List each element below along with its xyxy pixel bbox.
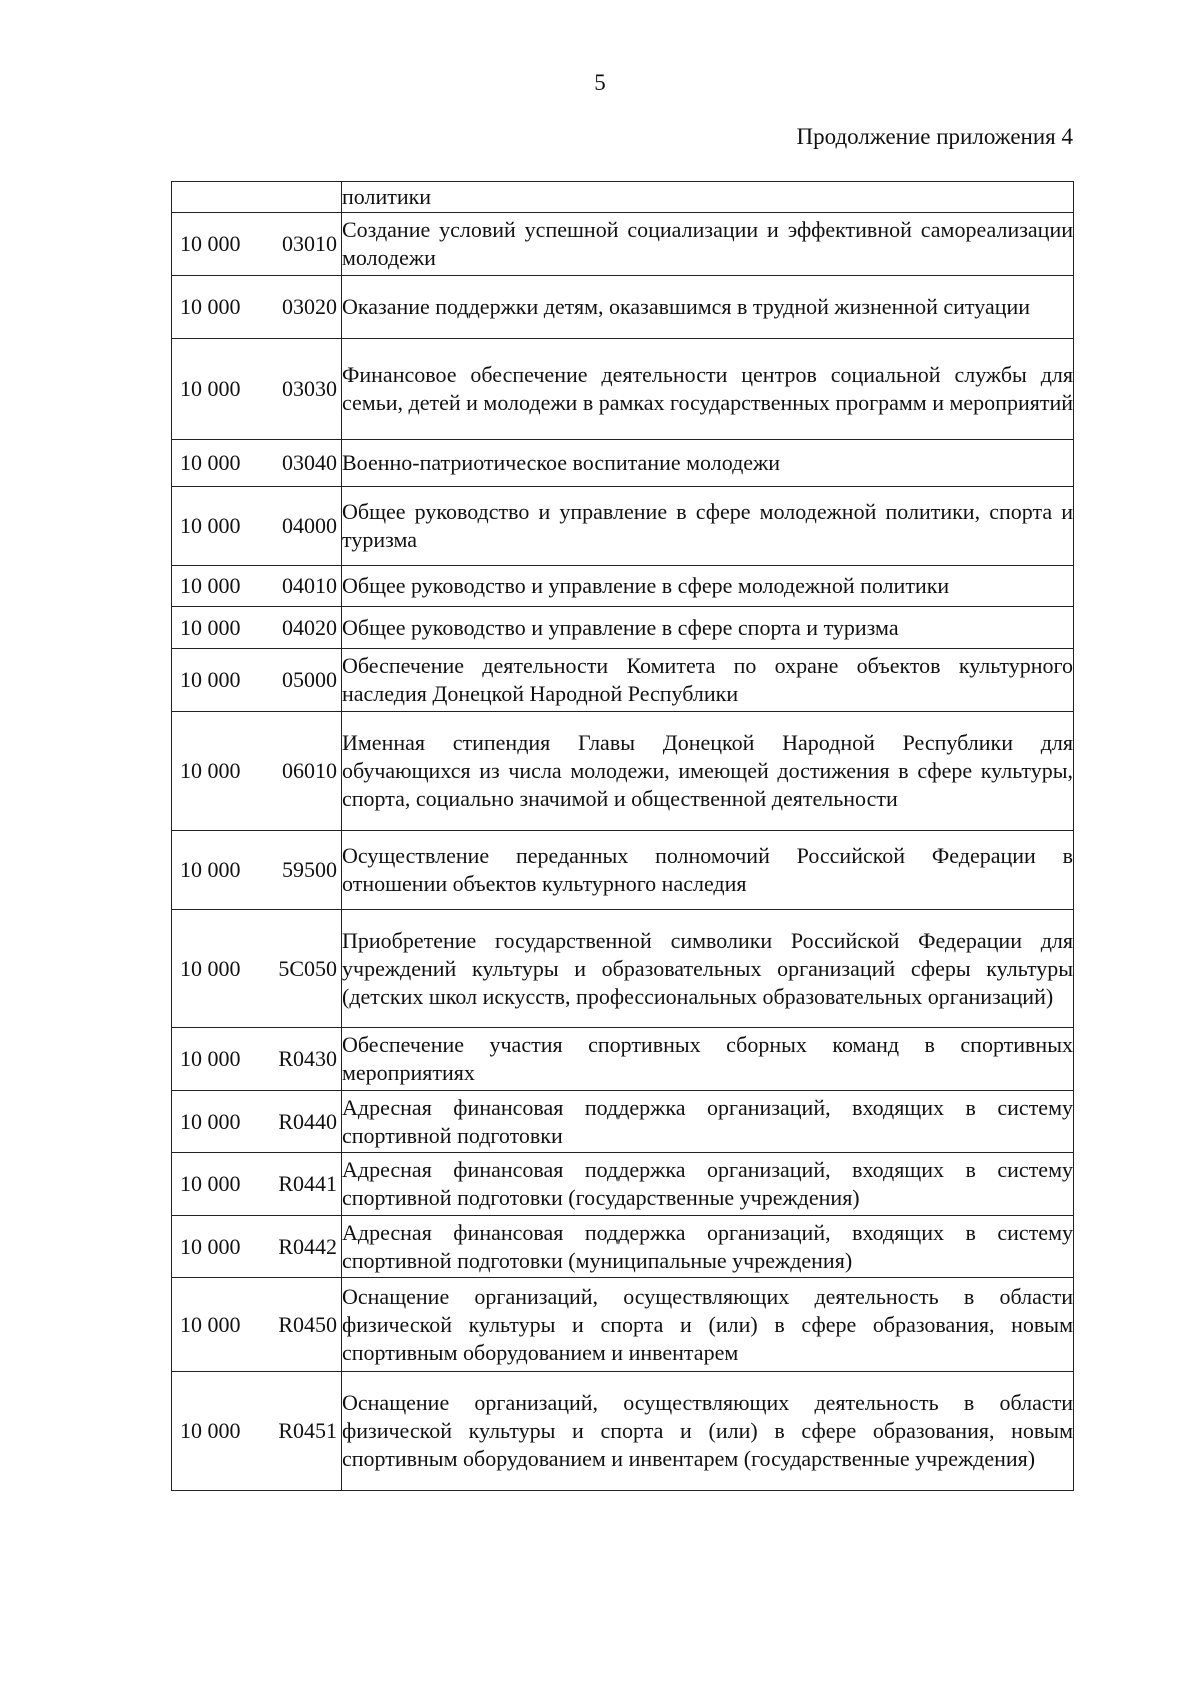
- code-box: [172, 856, 341, 884]
- table-row: [172, 339, 1074, 440]
- code-prefix: 10 000: [180, 1108, 241, 1134]
- code-suffix: 04010: [282, 573, 337, 598]
- code-prefix: 10 000: [180, 1233, 241, 1259]
- code-prefix: 10 000: [180, 1418, 241, 1443]
- table-row: [172, 831, 1074, 910]
- code-cell: [172, 440, 342, 487]
- code-cell: [172, 910, 342, 1028]
- table-row: [172, 1028, 1074, 1091]
- code-box: [172, 230, 341, 258]
- code-cell: [172, 1153, 342, 1216]
- description-cell: Создание условий успешной социализации и эффективной самореализации молодежи: [342, 213, 1074, 276]
- code-suffix: 59500: [282, 857, 337, 882]
- code-cell: [172, 1216, 342, 1278]
- code-cell: [172, 1028, 342, 1091]
- table-row: [172, 649, 1074, 712]
- description-cell: Осуществление переданных полномочий Российской Федерации в отношении объектов культурного наследия: [342, 831, 1074, 910]
- code-suffix: R0450: [278, 1311, 337, 1337]
- code-cell: [172, 607, 342, 649]
- code-prefix: 10 000: [180, 513, 241, 538]
- code-box: [172, 1170, 341, 1198]
- code-prefix: 10 000: [180, 1171, 241, 1196]
- code-box: [172, 375, 341, 403]
- table-row: [172, 1216, 1074, 1278]
- code-suffix: 03040: [282, 450, 337, 475]
- description-cell: Общее руководство и управление в сфере спорта и туризма: [342, 607, 1074, 649]
- code-suffix: 05000: [282, 667, 337, 692]
- code-prefix: 10 000: [180, 758, 241, 783]
- code-suffix: 03010: [282, 231, 337, 256]
- description-cell: Адресная финансовая поддержка организаций, входящих в систему спортивной подготовки (государственные учреждения): [342, 1153, 1074, 1216]
- code-suffix: 04000: [282, 513, 337, 538]
- code-prefix: 10 000: [180, 1311, 241, 1337]
- code-suffix: R0442: [278, 1233, 337, 1259]
- code-suffix: 04020: [282, 614, 337, 640]
- table-row: [172, 440, 1074, 487]
- description-cell: Именная стипендия Главы Донецкой Народной Республики для обучающихся из числа молодежи, имеющей достижения в сфере культуры, спорта, социально значимой и общественной деятельности: [342, 712, 1074, 831]
- description-cell: Приобретение государственной символики Российской Федерации для учреждений культуры и образовательных организаций сферы культуры (детских школ искусств, профессиональных образовательных организаций): [342, 910, 1074, 1028]
- page-number: 5: [594, 70, 606, 95]
- code-box: [172, 1108, 341, 1136]
- continuation-label: Продолжение приложения 4: [796, 124, 1073, 149]
- code-suffix: 03020: [282, 294, 337, 319]
- code-cell: [172, 487, 342, 566]
- table-body: [172, 182, 1074, 1491]
- code-prefix: 10 000: [180, 667, 241, 692]
- code-prefix: 10 000: [180, 231, 241, 256]
- description-cell: Обеспечение участия спортивных сборных команд в спортивных мероприятиях: [342, 1028, 1074, 1091]
- description-cell: Обеспечение деятельности Комитета по охране объектов культурного наследия Донецкой Народной Республики: [342, 649, 1074, 712]
- code-suffix: R0440: [278, 1108, 337, 1134]
- code-box: [172, 666, 341, 694]
- code-box: [172, 293, 341, 321]
- code-suffix: 5C050: [278, 955, 337, 981]
- description-cell: Военно-патриотическое воспитание молодежи: [342, 440, 1074, 487]
- code-prefix: 10 000: [180, 450, 241, 475]
- code-box: [172, 572, 341, 600]
- code-cell: [172, 213, 342, 276]
- code-cell: [172, 182, 342, 213]
- code-prefix: 10 000: [180, 857, 241, 882]
- description-cell: политики: [342, 182, 1074, 213]
- table-row: [172, 712, 1074, 831]
- table-row: [172, 1153, 1074, 1216]
- table-row: [172, 1091, 1074, 1153]
- table-row: [172, 182, 1074, 213]
- code-box: [172, 1417, 341, 1445]
- description-cell: Адресная финансовая поддержка организаций, входящих в систему спортивной подготовки (муниципальные учреждения): [342, 1216, 1074, 1278]
- code-prefix: 10 000: [180, 376, 241, 401]
- code-prefix: 10 000: [180, 1046, 241, 1071]
- code-cell: [172, 1091, 342, 1153]
- code-box: [172, 1311, 341, 1339]
- code-cell: [172, 649, 342, 712]
- code-box: [172, 757, 341, 785]
- code-suffix: 03030: [282, 376, 337, 401]
- code-box: [172, 449, 341, 477]
- code-cell: [172, 1372, 342, 1491]
- description-cell: Оснащение организаций, осуществляющих деятельность в области физической культуры и спорта и (или) в сфере образования, новым спортивным оборудованием и инвентарем (государственные учреждения): [342, 1372, 1074, 1491]
- table-row: [172, 1278, 1074, 1372]
- description-cell: Общее руководство и управление в сфере молодежной политики: [342, 566, 1074, 607]
- code-box: [172, 614, 341, 642]
- code-cell: [172, 276, 342, 339]
- code-prefix: 10 000: [180, 955, 241, 981]
- code-suffix: R0451: [278, 1418, 337, 1443]
- code-prefix: 10 000: [180, 573, 241, 598]
- code-cell: [172, 1278, 342, 1372]
- code-box: [172, 1233, 341, 1261]
- code-suffix: 06010: [282, 758, 337, 783]
- description-cell: Адресная финансовая поддержка организаций, входящих в систему спортивной подготовки: [342, 1091, 1074, 1153]
- table-row: [172, 276, 1074, 339]
- code-cell: [172, 566, 342, 607]
- code-cell: [172, 339, 342, 440]
- code-prefix: 10 000: [180, 614, 241, 640]
- code-suffix: R0441: [278, 1171, 337, 1196]
- description-cell: Финансовое обеспечение деятельности центров социальной службы для семьи, детей и молодежи в рамках государственных программ и мероприятий: [342, 339, 1074, 440]
- table-row: [172, 487, 1074, 566]
- table-row: [172, 213, 1074, 276]
- description-cell: Оснащение организаций, осуществляющих деятельность в области физической культуры и спорта и (или) в сфере образования, новым спортивным оборудованием и инвентарем: [342, 1278, 1074, 1372]
- code-prefix: 10 000: [180, 294, 241, 319]
- code-box: [172, 1045, 341, 1073]
- code-box: [172, 955, 341, 983]
- table-row: [172, 607, 1074, 649]
- description-cell: Оказание поддержки детям, оказавшимся в трудной жизненной ситуации: [342, 276, 1074, 339]
- table-row: [172, 566, 1074, 607]
- table-row: [172, 910, 1074, 1028]
- budget-codes-table: [171, 181, 1074, 1491]
- code-cell: [172, 831, 342, 910]
- code-suffix: R0430: [278, 1046, 337, 1071]
- code-cell: [172, 712, 342, 831]
- description-cell: Общее руководство и управление в сфере молодежной политики, спорта и туризма: [342, 487, 1074, 566]
- table-row: [172, 1372, 1074, 1491]
- code-box: [172, 512, 341, 540]
